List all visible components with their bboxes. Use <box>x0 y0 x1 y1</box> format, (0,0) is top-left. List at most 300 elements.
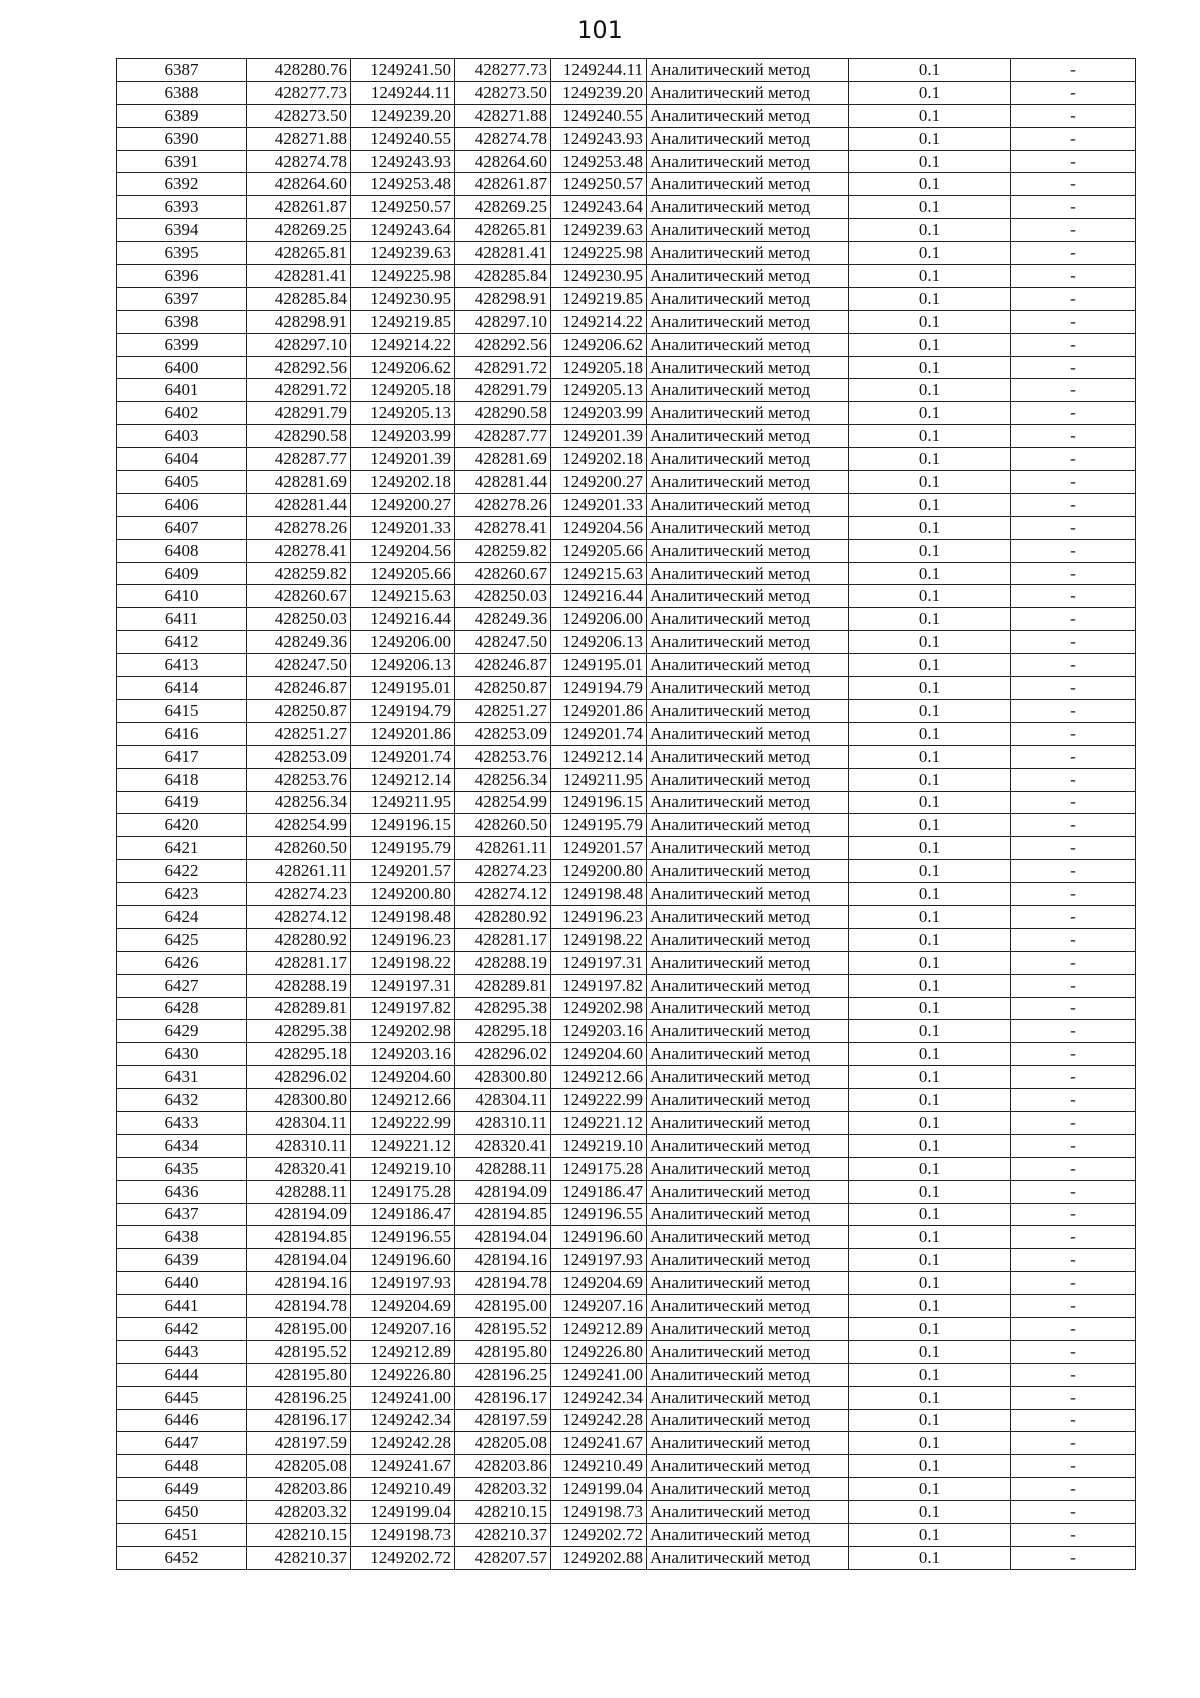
cell-y-end: 1249199.04 <box>551 1478 647 1501</box>
cell-accuracy: 0.1 <box>849 310 1011 333</box>
cell-x-end: 428271.88 <box>455 104 551 127</box>
cell-accuracy: 0.1 <box>849 1340 1011 1363</box>
cell-point-number: 6432 <box>117 1089 247 1112</box>
cell-method: Аналитический метод <box>647 1226 849 1249</box>
cell-y-start: 1249201.39 <box>351 448 455 471</box>
cell-y-end: 1249196.23 <box>551 905 647 928</box>
cell-point-number: 6424 <box>117 905 247 928</box>
table-row <box>117 745 1136 768</box>
cell-method: Аналитический метод <box>647 1432 849 1455</box>
table-row <box>117 883 1136 906</box>
cell-accuracy: 0.1 <box>849 1386 1011 1409</box>
cell-y-end: 1249207.16 <box>551 1295 647 1318</box>
table-row <box>117 608 1136 631</box>
cell-note: - <box>1011 1111 1136 1134</box>
cell-note: - <box>1011 1386 1136 1409</box>
cell-y-end: 1249198.22 <box>551 928 647 951</box>
cell-accuracy: 0.1 <box>849 402 1011 425</box>
cell-note: - <box>1011 1455 1136 1478</box>
cell-method: Аналитический метод <box>647 1340 849 1363</box>
table-row <box>117 1455 1136 1478</box>
cell-method: Аналитический метод <box>647 722 849 745</box>
cell-accuracy: 0.1 <box>849 242 1011 265</box>
table-row <box>117 81 1136 104</box>
cell-note: - <box>1011 1089 1136 1112</box>
cell-accuracy: 0.1 <box>849 448 1011 471</box>
cell-y-end: 1249195.01 <box>551 654 647 677</box>
cell-accuracy: 0.1 <box>849 585 1011 608</box>
cell-x-start: 428197.59 <box>247 1432 351 1455</box>
cell-x-end: 428256.34 <box>455 768 551 791</box>
cell-y-start: 1249195.79 <box>351 837 455 860</box>
cell-note: - <box>1011 493 1136 516</box>
cell-y-end: 1249239.20 <box>551 81 647 104</box>
cell-accuracy: 0.1 <box>849 539 1011 562</box>
cell-y-end: 1249204.69 <box>551 1272 647 1295</box>
cell-method: Аналитический метод <box>647 242 849 265</box>
cell-y-start: 1249244.11 <box>351 81 455 104</box>
cell-x-end: 428288.19 <box>455 951 551 974</box>
cell-y-end: 1249197.82 <box>551 974 647 997</box>
cell-note: - <box>1011 104 1136 127</box>
cell-note: - <box>1011 585 1136 608</box>
cell-x-start: 428254.99 <box>247 814 351 837</box>
cell-point-number: 6397 <box>117 287 247 310</box>
cell-note: - <box>1011 1203 1136 1226</box>
cell-method: Аналитический метод <box>647 402 849 425</box>
cell-y-start: 1249203.99 <box>351 425 455 448</box>
cell-x-end: 428207.57 <box>455 1546 551 1569</box>
cell-method: Аналитический метод <box>647 1546 849 1569</box>
cell-note: - <box>1011 768 1136 791</box>
cell-accuracy: 0.1 <box>849 104 1011 127</box>
table-row <box>117 539 1136 562</box>
cell-y-end: 1249197.93 <box>551 1249 647 1272</box>
cell-note: - <box>1011 997 1136 1020</box>
cell-note: - <box>1011 310 1136 333</box>
table-row <box>117 287 1136 310</box>
cell-accuracy: 0.1 <box>849 1203 1011 1226</box>
cell-y-end: 1249216.44 <box>551 585 647 608</box>
coordinates-table <box>116 58 1136 1570</box>
table-row <box>117 1180 1136 1203</box>
cell-y-end: 1249205.18 <box>551 356 647 379</box>
cell-y-end: 1249215.63 <box>551 562 647 585</box>
cell-note: - <box>1011 173 1136 196</box>
cell-accuracy: 0.1 <box>849 287 1011 310</box>
cell-point-number: 6427 <box>117 974 247 997</box>
cell-accuracy: 0.1 <box>849 1089 1011 1112</box>
cell-note: - <box>1011 951 1136 974</box>
cell-method: Аналитический метод <box>647 448 849 471</box>
cell-note: - <box>1011 1501 1136 1524</box>
table-row <box>117 585 1136 608</box>
table-row <box>117 1249 1136 1272</box>
table-row <box>117 1409 1136 1432</box>
cell-y-start: 1249225.98 <box>351 265 455 288</box>
cell-note: - <box>1011 242 1136 265</box>
cell-point-number: 6398 <box>117 310 247 333</box>
cell-accuracy: 0.1 <box>849 928 1011 951</box>
table-row <box>117 1363 1136 1386</box>
cell-x-end: 428196.17 <box>455 1386 551 1409</box>
table-row <box>117 837 1136 860</box>
cell-accuracy: 0.1 <box>849 219 1011 242</box>
cell-accuracy: 0.1 <box>849 1478 1011 1501</box>
cell-y-start: 1249200.27 <box>351 493 455 516</box>
cell-note: - <box>1011 814 1136 837</box>
cell-point-number: 6435 <box>117 1157 247 1180</box>
cell-method: Аналитический метод <box>647 1272 849 1295</box>
cell-y-start: 1249205.18 <box>351 379 455 402</box>
cell-point-number: 6434 <box>117 1134 247 1157</box>
cell-point-number: 6411 <box>117 608 247 631</box>
cell-method: Аналитический метод <box>647 814 849 837</box>
cell-x-end: 428274.78 <box>455 127 551 150</box>
cell-y-end: 1249222.99 <box>551 1089 647 1112</box>
cell-y-end: 1249194.79 <box>551 677 647 700</box>
cell-accuracy: 0.1 <box>849 379 1011 402</box>
cell-y-end: 1249211.95 <box>551 768 647 791</box>
cell-x-start: 428288.11 <box>247 1180 351 1203</box>
cell-y-start: 1249201.33 <box>351 516 455 539</box>
cell-y-start: 1249201.74 <box>351 745 455 768</box>
cell-y-start: 1249242.34 <box>351 1409 455 1432</box>
cell-accuracy: 0.1 <box>849 1066 1011 1089</box>
cell-note: - <box>1011 81 1136 104</box>
cell-note: - <box>1011 1317 1136 1340</box>
cell-point-number: 6439 <box>117 1249 247 1272</box>
cell-note: - <box>1011 448 1136 471</box>
cell-method: Аналитический метод <box>647 1524 849 1547</box>
cell-accuracy: 0.1 <box>849 1524 1011 1547</box>
cell-accuracy: 0.1 <box>849 1546 1011 1569</box>
cell-method: Аналитический метод <box>647 539 849 562</box>
cell-method: Аналитический метод <box>647 1478 849 1501</box>
cell-note: - <box>1011 928 1136 951</box>
cell-accuracy: 0.1 <box>849 883 1011 906</box>
cell-y-end: 1249200.80 <box>551 860 647 883</box>
cell-y-end: 1249206.62 <box>551 333 647 356</box>
cell-accuracy: 0.1 <box>849 425 1011 448</box>
cell-x-end: 428281.69 <box>455 448 551 471</box>
cell-method: Аналитический метод <box>647 1317 849 1340</box>
table-row <box>117 173 1136 196</box>
cell-point-number: 6451 <box>117 1524 247 1547</box>
cell-y-end: 1249242.34 <box>551 1386 647 1409</box>
cell-accuracy: 0.1 <box>849 265 1011 288</box>
cell-method: Аналитический метод <box>647 219 849 242</box>
cell-x-end: 428254.99 <box>455 791 551 814</box>
cell-point-number: 6429 <box>117 1020 247 1043</box>
table-row <box>117 699 1136 722</box>
cell-y-end: 1249196.55 <box>551 1203 647 1226</box>
cell-y-end: 1249244.11 <box>551 59 647 82</box>
cell-accuracy: 0.1 <box>849 1455 1011 1478</box>
cell-y-start: 1249212.66 <box>351 1089 455 1112</box>
table-row <box>117 1317 1136 1340</box>
cell-note: - <box>1011 1478 1136 1501</box>
table-row <box>117 1020 1136 1043</box>
cell-y-end: 1249212.14 <box>551 745 647 768</box>
cell-note: - <box>1011 265 1136 288</box>
cell-y-end: 1249214.22 <box>551 310 647 333</box>
cell-x-start: 428261.11 <box>247 860 351 883</box>
cell-note: - <box>1011 791 1136 814</box>
cell-accuracy: 0.1 <box>849 722 1011 745</box>
cell-y-end: 1249186.47 <box>551 1180 647 1203</box>
cell-method: Аналитический метод <box>647 471 849 494</box>
table-row <box>117 1111 1136 1134</box>
cell-x-start: 428196.25 <box>247 1386 351 1409</box>
cell-x-end: 428277.73 <box>455 59 551 82</box>
cell-x-start: 428250.03 <box>247 608 351 631</box>
cell-point-number: 6442 <box>117 1317 247 1340</box>
cell-point-number: 6433 <box>117 1111 247 1134</box>
cell-note: - <box>1011 974 1136 997</box>
cell-x-end: 428261.87 <box>455 173 551 196</box>
cell-note: - <box>1011 1363 1136 1386</box>
cell-point-number: 6401 <box>117 379 247 402</box>
cell-x-end: 428246.87 <box>455 654 551 677</box>
cell-y-start: 1249241.50 <box>351 59 455 82</box>
cell-x-start: 428281.44 <box>247 493 351 516</box>
cell-x-end: 428295.38 <box>455 997 551 1020</box>
table-row <box>117 448 1136 471</box>
cell-x-start: 428291.79 <box>247 402 351 425</box>
table-row <box>117 905 1136 928</box>
cell-note: - <box>1011 1546 1136 1569</box>
cell-accuracy: 0.1 <box>849 1226 1011 1249</box>
cell-x-start: 428247.50 <box>247 654 351 677</box>
cell-accuracy: 0.1 <box>849 631 1011 654</box>
cell-y-start: 1249206.00 <box>351 631 455 654</box>
cell-point-number: 6448 <box>117 1455 247 1478</box>
cell-y-start: 1249197.93 <box>351 1272 455 1295</box>
cell-point-number: 6407 <box>117 516 247 539</box>
cell-method: Аналитический метод <box>647 1043 849 1066</box>
cell-method: Аналитический метод <box>647 883 849 906</box>
cell-x-start: 428295.18 <box>247 1043 351 1066</box>
cell-method: Аналитический метод <box>647 1157 849 1180</box>
cell-y-end: 1249200.27 <box>551 471 647 494</box>
cell-note: - <box>1011 59 1136 82</box>
cell-point-number: 6415 <box>117 699 247 722</box>
cell-point-number: 6431 <box>117 1066 247 1089</box>
cell-y-start: 1249215.63 <box>351 585 455 608</box>
cell-point-number: 6452 <box>117 1546 247 1569</box>
cell-y-start: 1249203.16 <box>351 1043 455 1066</box>
cell-y-end: 1249198.73 <box>551 1501 647 1524</box>
cell-y-start: 1249199.04 <box>351 1501 455 1524</box>
cell-method: Аналитический метод <box>647 677 849 700</box>
cell-point-number: 6420 <box>117 814 247 837</box>
cell-x-end: 428281.17 <box>455 928 551 951</box>
table-row <box>117 951 1136 974</box>
cell-method: Аналитический метод <box>647 265 849 288</box>
cell-x-start: 428205.08 <box>247 1455 351 1478</box>
cell-y-end: 1249196.60 <box>551 1226 647 1249</box>
cell-x-end: 428250.03 <box>455 585 551 608</box>
cell-x-end: 428274.23 <box>455 860 551 883</box>
cell-note: - <box>1011 150 1136 173</box>
table-row <box>117 104 1136 127</box>
cell-y-start: 1249196.15 <box>351 814 455 837</box>
cell-point-number: 6421 <box>117 837 247 860</box>
cell-y-end: 1249240.55 <box>551 104 647 127</box>
cell-y-end: 1249239.63 <box>551 219 647 242</box>
table-row <box>117 562 1136 585</box>
cell-y-start: 1249206.13 <box>351 654 455 677</box>
cell-point-number: 6400 <box>117 356 247 379</box>
cell-y-start: 1249197.82 <box>351 997 455 1020</box>
cell-accuracy: 0.1 <box>849 1249 1011 1272</box>
cell-x-start: 428281.41 <box>247 265 351 288</box>
cell-point-number: 6443 <box>117 1340 247 1363</box>
cell-x-end: 428290.58 <box>455 402 551 425</box>
table-row <box>117 265 1136 288</box>
cell-note: - <box>1011 699 1136 722</box>
cell-y-start: 1249241.00 <box>351 1386 455 1409</box>
cell-note: - <box>1011 1134 1136 1157</box>
cell-y-start: 1249221.12 <box>351 1134 455 1157</box>
cell-method: Аналитический метод <box>647 425 849 448</box>
cell-point-number: 6419 <box>117 791 247 814</box>
table-row <box>117 471 1136 494</box>
cell-note: - <box>1011 471 1136 494</box>
cell-point-number: 6406 <box>117 493 247 516</box>
cell-y-start: 1249196.55 <box>351 1226 455 1249</box>
cell-y-end: 1249230.95 <box>551 265 647 288</box>
cell-point-number: 6408 <box>117 539 247 562</box>
table-row <box>117 1295 1136 1318</box>
cell-y-start: 1249219.10 <box>351 1157 455 1180</box>
cell-y-start: 1249242.28 <box>351 1432 455 1455</box>
table-row <box>117 219 1136 242</box>
cell-y-end: 1249202.18 <box>551 448 647 471</box>
cell-note: - <box>1011 745 1136 768</box>
cell-y-start: 1249219.85 <box>351 310 455 333</box>
cell-x-end: 428203.86 <box>455 1455 551 1478</box>
cell-method: Аналитический метод <box>647 608 849 631</box>
cell-note: - <box>1011 127 1136 150</box>
cell-method: Аналитический метод <box>647 699 849 722</box>
cell-x-start: 428280.92 <box>247 928 351 951</box>
cell-method: Аналитический метод <box>647 951 849 974</box>
cell-x-start: 428195.00 <box>247 1317 351 1340</box>
cell-x-start: 428290.58 <box>247 425 351 448</box>
cell-point-number: 6423 <box>117 883 247 906</box>
cell-x-end: 428194.09 <box>455 1180 551 1203</box>
cell-point-number: 6426 <box>117 951 247 974</box>
cell-accuracy: 0.1 <box>849 59 1011 82</box>
cell-y-end: 1249212.66 <box>551 1066 647 1089</box>
cell-x-end: 428274.12 <box>455 883 551 906</box>
cell-point-number: 6414 <box>117 677 247 700</box>
cell-x-end: 428281.41 <box>455 242 551 265</box>
cell-y-start: 1249205.66 <box>351 562 455 585</box>
cell-y-end: 1249204.56 <box>551 516 647 539</box>
cell-point-number: 6444 <box>117 1363 247 1386</box>
cell-note: - <box>1011 562 1136 585</box>
cell-point-number: 6393 <box>117 196 247 219</box>
cell-point-number: 6450 <box>117 1501 247 1524</box>
table-row <box>117 196 1136 219</box>
cell-accuracy: 0.1 <box>849 1157 1011 1180</box>
cell-y-end: 1249203.16 <box>551 1020 647 1043</box>
cell-y-start: 1249197.31 <box>351 974 455 997</box>
cell-x-start: 428256.34 <box>247 791 351 814</box>
cell-accuracy: 0.1 <box>849 516 1011 539</box>
cell-x-start: 428264.60 <box>247 173 351 196</box>
cell-x-start: 428274.23 <box>247 883 351 906</box>
cell-point-number: 6392 <box>117 173 247 196</box>
cell-note: - <box>1011 1226 1136 1249</box>
table-row <box>117 1546 1136 1569</box>
cell-method: Аналитический метод <box>647 745 849 768</box>
cell-y-end: 1249195.79 <box>551 814 647 837</box>
cell-x-start: 428295.38 <box>247 1020 351 1043</box>
cell-point-number: 6447 <box>117 1432 247 1455</box>
cell-x-end: 428320.41 <box>455 1134 551 1157</box>
cell-accuracy: 0.1 <box>849 905 1011 928</box>
cell-y-start: 1249214.22 <box>351 333 455 356</box>
cell-x-end: 428196.25 <box>455 1363 551 1386</box>
cell-accuracy: 0.1 <box>849 1043 1011 1066</box>
cell-x-start: 428210.15 <box>247 1524 351 1547</box>
cell-note: - <box>1011 1249 1136 1272</box>
cell-method: Аналитический метод <box>647 1295 849 1318</box>
cell-note: - <box>1011 196 1136 219</box>
cell-method: Аналитический метод <box>647 104 849 127</box>
cell-method: Аналитический метод <box>647 860 849 883</box>
cell-x-start: 428288.19 <box>247 974 351 997</box>
cell-x-start: 428278.26 <box>247 516 351 539</box>
cell-y-start: 1249202.98 <box>351 1020 455 1043</box>
cell-x-end: 428250.87 <box>455 677 551 700</box>
cell-accuracy: 0.1 <box>849 333 1011 356</box>
cell-x-end: 428273.50 <box>455 81 551 104</box>
cell-accuracy: 0.1 <box>849 562 1011 585</box>
cell-y-start: 1249201.57 <box>351 860 455 883</box>
cell-accuracy: 0.1 <box>849 1020 1011 1043</box>
cell-method: Аналитический метод <box>647 1249 849 1272</box>
cell-x-end: 428253.76 <box>455 745 551 768</box>
cell-y-end: 1249201.74 <box>551 722 647 745</box>
cell-x-end: 428287.77 <box>455 425 551 448</box>
cell-x-start: 428304.11 <box>247 1111 351 1134</box>
cell-point-number: 6446 <box>117 1409 247 1432</box>
cell-x-end: 428253.09 <box>455 722 551 745</box>
cell-accuracy: 0.1 <box>849 1501 1011 1524</box>
cell-point-number: 6405 <box>117 471 247 494</box>
cell-note: - <box>1011 837 1136 860</box>
cell-point-number: 6430 <box>117 1043 247 1066</box>
cell-method: Аналитический метод <box>647 1066 849 1089</box>
cell-y-start: 1249198.48 <box>351 905 455 928</box>
cell-note: - <box>1011 1157 1136 1180</box>
cell-x-end: 428269.25 <box>455 196 551 219</box>
cell-x-start: 428310.11 <box>247 1134 351 1157</box>
cell-accuracy: 0.1 <box>849 127 1011 150</box>
cell-point-number: 6389 <box>117 104 247 127</box>
cell-note: - <box>1011 1340 1136 1363</box>
cell-point-number: 6404 <box>117 448 247 471</box>
cell-y-start: 1249196.60 <box>351 1249 455 1272</box>
cell-note: - <box>1011 1409 1136 1432</box>
cell-x-start: 428260.67 <box>247 585 351 608</box>
cell-note: - <box>1011 1432 1136 1455</box>
